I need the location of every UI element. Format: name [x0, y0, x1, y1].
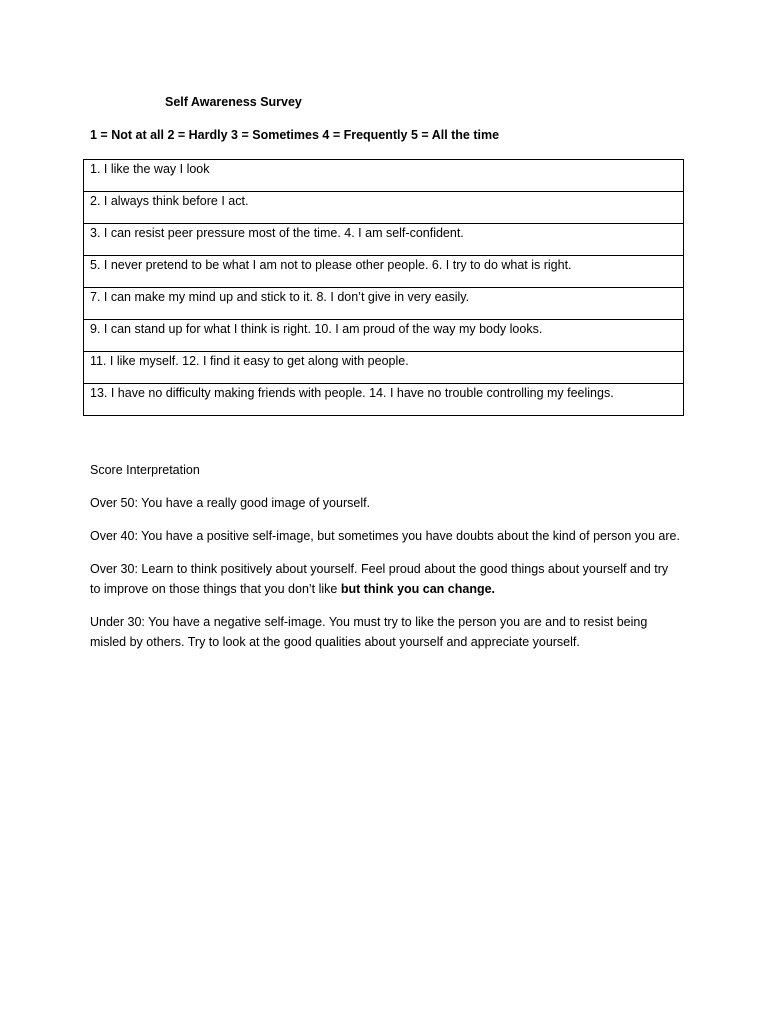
table-row: [84, 224, 684, 256]
interpretation-under-30: Under 30: You have a negative self-image. You must try to like the person you are and to resist being misled by others. Try to look at the good qualities about yourself and appreciate yourself.: [90, 615, 648, 649]
survey-title: Self Awareness Survey: [165, 95, 302, 109]
table-row: [84, 192, 684, 224]
survey-item: 13. I have no difficulty making friends with people. 14. I have no trouble controlling my feelings.: [84, 384, 684, 416]
rating-scale: 1 = Not at all 2 = Hardly 3 = Sometimes 4 = Frequently 5 = All the time: [90, 128, 500, 142]
interpretation-heading: Score Interpretation: [90, 463, 200, 477]
interpretation-over-50: Over 50: You have a really good image of yourself.: [90, 496, 371, 510]
survey-item: 11. I like myself. 12. I find it easy to get along with people.: [84, 352, 684, 384]
survey-table: [83, 159, 684, 416]
table-row: [84, 256, 684, 288]
score-interpretation: [90, 460, 680, 665]
interpretation-over-30-bold: but think you can change.: [340, 582, 496, 596]
interpretation-over-30: [90, 559, 680, 599]
survey-item: 3. I can resist peer pressure most of the time. 4. I am self-confident.: [84, 224, 684, 256]
interpretation-over-40: Over 40: You have a positive self-image, but sometimes you have doubts about the kind of person you are.: [90, 529, 680, 543]
survey-item: 2. I always think before I act.: [84, 192, 684, 224]
table-row: [84, 352, 684, 384]
survey-item: 9. I can stand up for what I think is right. 10. I am proud of the way my body looks.: [84, 320, 684, 352]
table-row: [84, 384, 684, 416]
survey-item: 7. I can make my mind up and stick to it. 8. I don’t give in very easily.: [84, 288, 684, 320]
survey-item: 1. I like the way I look: [84, 160, 684, 192]
table-row: [84, 320, 684, 352]
table-row: [84, 288, 684, 320]
survey-item: 5. I never pretend to be what I am not to please other people. 6. I try to do what is right.: [84, 256, 684, 288]
interpretation-over-30-text: Over 30: Learn to think positively about yourself. Feel proud about the good things about yourself and try to improve on those things that you don’t like: [90, 562, 669, 596]
table-row: [84, 160, 684, 192]
